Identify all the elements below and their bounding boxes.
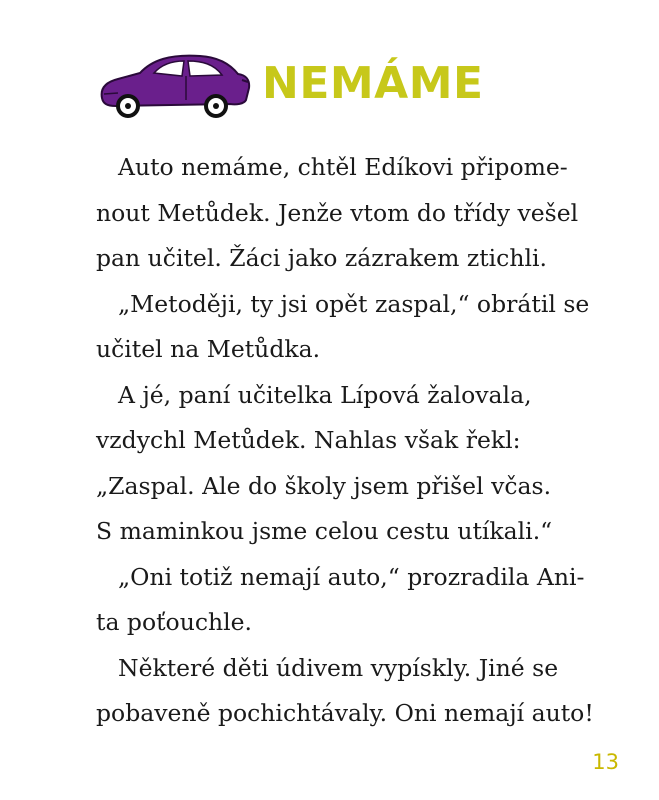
text-line: pan učitel. Žáci jako zázrakem ztichli. bbox=[96, 244, 547, 272]
text-line: „Zaspal. Ale do školy jsem přišel včas. bbox=[96, 471, 552, 500]
car-icon bbox=[96, 48, 252, 120]
text-line: A jé, paní učitelka Lípová žalovala, bbox=[118, 380, 532, 409]
text-line: nout Metůdek. Jenže vtom do třídy vešel bbox=[96, 198, 579, 227]
text-line: ta poťouchle. bbox=[96, 608, 253, 636]
text-line: Auto nemáme, chtěl Edíkovi připome- bbox=[118, 153, 568, 181]
text-line: „Oni totiž nemají auto,“ prozradila Ani- bbox=[118, 562, 585, 591]
text-line: pobaveně pochichtávaly. Oni nemají auto! bbox=[96, 699, 594, 727]
text-line: vzdychl Metůdek. Nahlas však řekl: bbox=[96, 426, 521, 454]
chapter-title: NEMÁME bbox=[262, 58, 484, 109]
text-line: „Metoději, ty jsi opět zaspal,“ obrátil se bbox=[118, 289, 590, 318]
text-line: učitel na Metůdka. bbox=[96, 335, 321, 363]
chapter-header bbox=[96, 44, 484, 124]
page-number: 13 bbox=[592, 750, 619, 774]
body-text bbox=[96, 145, 616, 737]
text-line: Některé děti údivem vypískly. Jiné se bbox=[118, 653, 559, 682]
text-line: S maminkou jsme celou cestu utíkali.“ bbox=[96, 517, 553, 545]
